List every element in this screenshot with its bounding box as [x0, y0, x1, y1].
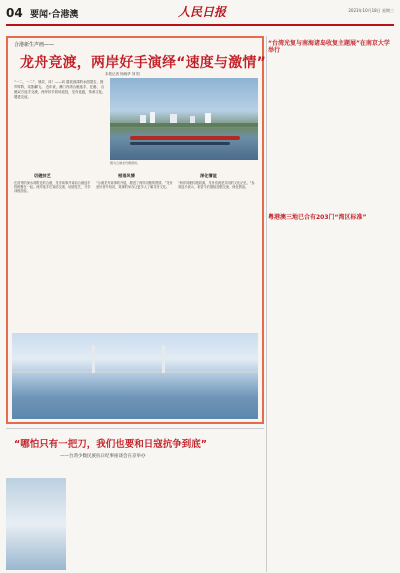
photo-caption: 图为合港龙舟赛现场。	[110, 161, 141, 165]
column-heading-2: 相语风情	[118, 173, 135, 178]
column-heading-1: 切磋技艺	[34, 173, 51, 178]
issue-date: 2023年10月18日 星期三	[348, 8, 394, 13]
dragon-boat-photo	[110, 78, 258, 160]
column-text-2: “合港龙舟赛事的开展，增进了两岸同胞的感情。”龙舟爱好者介绍说，赛事的举办让更多人了解龙舟文化。	[96, 181, 173, 190]
header-rule	[6, 24, 394, 26]
divider	[6, 428, 264, 429]
bottom-subhead: ——台湾少数民族抗日纪事座谈会在京举办	[60, 454, 146, 459]
page-number: 04	[6, 6, 23, 20]
section-title: 要闻·合港澳	[30, 10, 79, 20]
bridge-photo	[12, 333, 258, 419]
feature-lead: “一二，一二”，划桨，冲！——向 碧波荡漾的水面望去，鼓声阵阵，桨影翻飞。 近年来，澳门内湾合港选手、在港、 合港双方选手交流，两岸好手同场竞技，龙舟竞渡，传承文化，增进友谊。	[14, 80, 106, 99]
left-strip-photo	[6, 478, 66, 570]
column-divider	[266, 36, 267, 572]
newspaper-logo: 人民日报	[178, 5, 227, 19]
right-article-title: “台湾光复与南海诸岛收复主题展”在南京大学举行	[268, 40, 390, 54]
right-article-title-2: 粤港澳三地已合有203门“湾区标准”	[268, 214, 367, 221]
bottom-headline: “哪怕只有一把刀，我们也要和日寇抗争到底”	[14, 439, 207, 450]
column-text-1: 在清秀的深水湾附近的合港，龙舟赛事开赛前合港选手将相聚在一起。两岸选手在赛前交流、切磋技艺，分享训练经验。	[14, 181, 91, 194]
feature-byline: 本报记者 杨晓华 刘 阳	[105, 72, 140, 76]
feature-title: 龙舟竞渡，两岸好手演绎“速度与激情”	[20, 55, 267, 71]
feature-tag: 合港新生声画——	[14, 42, 55, 48]
column-text-3: “两岸同胞同根同源，龙舟竞渡是共同的文化记忆。”参赛选手表示，希望今后继续加强交流，深化情谊。	[178, 181, 255, 190]
column-heading-3: 深化情谊	[200, 173, 217, 178]
